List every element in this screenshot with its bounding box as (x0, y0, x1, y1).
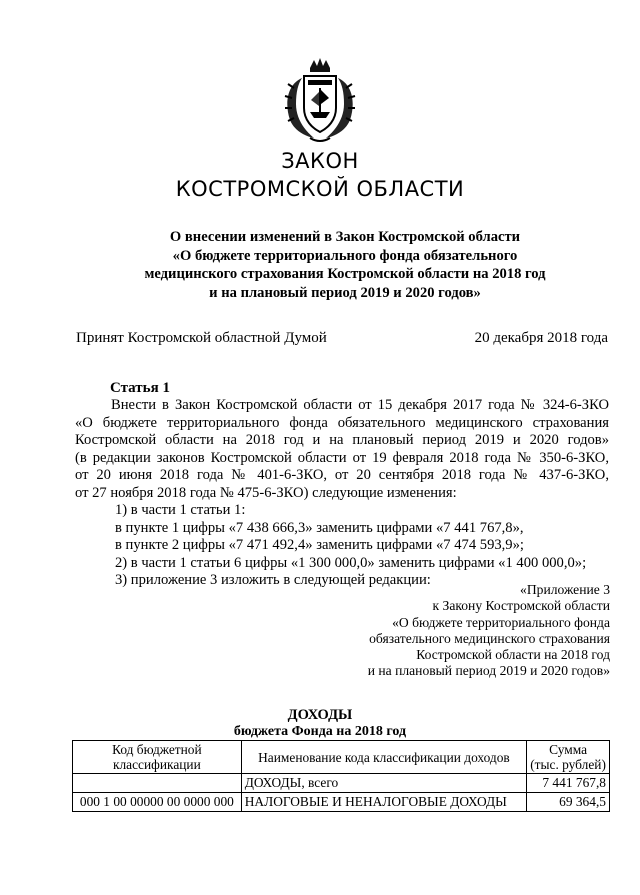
adoption-date: 20 декабря 2018 года (474, 330, 608, 346)
appendix-line: «О бюджете территориального фонда (392, 614, 610, 630)
subject-line: О внесении изменений в Закон Костромской области (169, 229, 521, 245)
law-region: КОСТРОМСКОЙ ОБЛАСТИ (175, 177, 465, 201)
row-code (73, 774, 242, 793)
article-line: 2) в части 1 статьи 6 цифры «1 300 000,0» заменить цифрами «1 400 000,0»; (115, 554, 587, 571)
sum-header-unit: (тыс. рублей) (530, 757, 606, 772)
column-header-sum (527, 741, 610, 774)
article-line: в пункте 2 цифры «7 471 492,4» заменить цифрами «7 474 593,9»; (115, 537, 524, 553)
article-line: от 27 ноября 2018 года № 475-6-ЗКО) следующие изменения: (75, 484, 457, 501)
row-sum: 69 364,5 (527, 793, 610, 812)
row-sum: 7 441 767,8 (527, 774, 610, 793)
sum-header-line: Сумма (549, 742, 588, 757)
table-header-row (73, 741, 610, 774)
article-line: Костромской области на 2018 год и на плановый период 2019 и 2020 годов» (75, 432, 609, 448)
row-name: НАЛОГОВЫЕ И НЕНАЛОГОВЫЕ ДОХОДЫ (241, 793, 526, 812)
income-subtitle: бюджета Фонда на 2018 год (233, 724, 407, 739)
row-code: 000 1 00 00000 00 0000 000 (73, 793, 242, 812)
appendix-reference (368, 582, 610, 680)
kostroma-coat-of-arms-icon (280, 58, 360, 144)
appendix-line: обязательного медицинского страхования (369, 630, 610, 646)
article-body (75, 397, 609, 590)
income-table (72, 740, 610, 812)
article-line: Внести в Закон Костромской области от 15 декабря 2017 года № 324-6-ЗКО (111, 397, 609, 413)
row-name: ДОХОДЫ, всего (241, 774, 526, 793)
article-line: 1) в части 1 статьи 1: (115, 502, 246, 518)
article-line: 3) приложение 3 изложить в следующей редакции: (115, 572, 431, 588)
article-line: (в редакции законов Костромской области от 19 февраля 2018 года № 350-6-ЗКО, (75, 449, 609, 466)
appendix-line: к Закону Костромской области (432, 598, 610, 614)
income-title: ДОХОДЫ (287, 707, 353, 723)
adopted-by: Принят Костромской областной Думой (76, 330, 327, 346)
column-header-name: Наименование кода классификации доходов (241, 741, 526, 774)
column-header-code: Код бюджетной классификации (73, 741, 242, 774)
subject-line: и на плановый период 2019 и 2020 годов» (209, 284, 481, 301)
law-title: ЗАКОН (281, 149, 359, 173)
subject-line: «О бюджете территориального фонда обязательного (172, 247, 518, 264)
table-row (73, 774, 610, 793)
subject-line: медицинского страхования Костромской области на 2018 год (144, 266, 546, 282)
article-line: от 20 июня 2018 года № 401-6-ЗКО, от 20 сентября 2018 года № 437-6-ЗКО, (75, 467, 609, 483)
appendix-line: и на плановый период 2019 и 2020 годов» (367, 663, 610, 679)
law-subject (80, 228, 610, 302)
appendix-line: «Приложение 3 (520, 582, 610, 597)
article-line: в пункте 1 цифры «7 438 666,3» заменить цифрами «7 441 767,8», (115, 519, 524, 536)
article-heading: Статья 1 (110, 380, 170, 396)
table-row (73, 793, 610, 812)
appendix-line: Костромской области на 2018 год (416, 647, 610, 663)
article-line: «О бюджете территориального фонда обязательного медицинского страхования (75, 414, 609, 431)
